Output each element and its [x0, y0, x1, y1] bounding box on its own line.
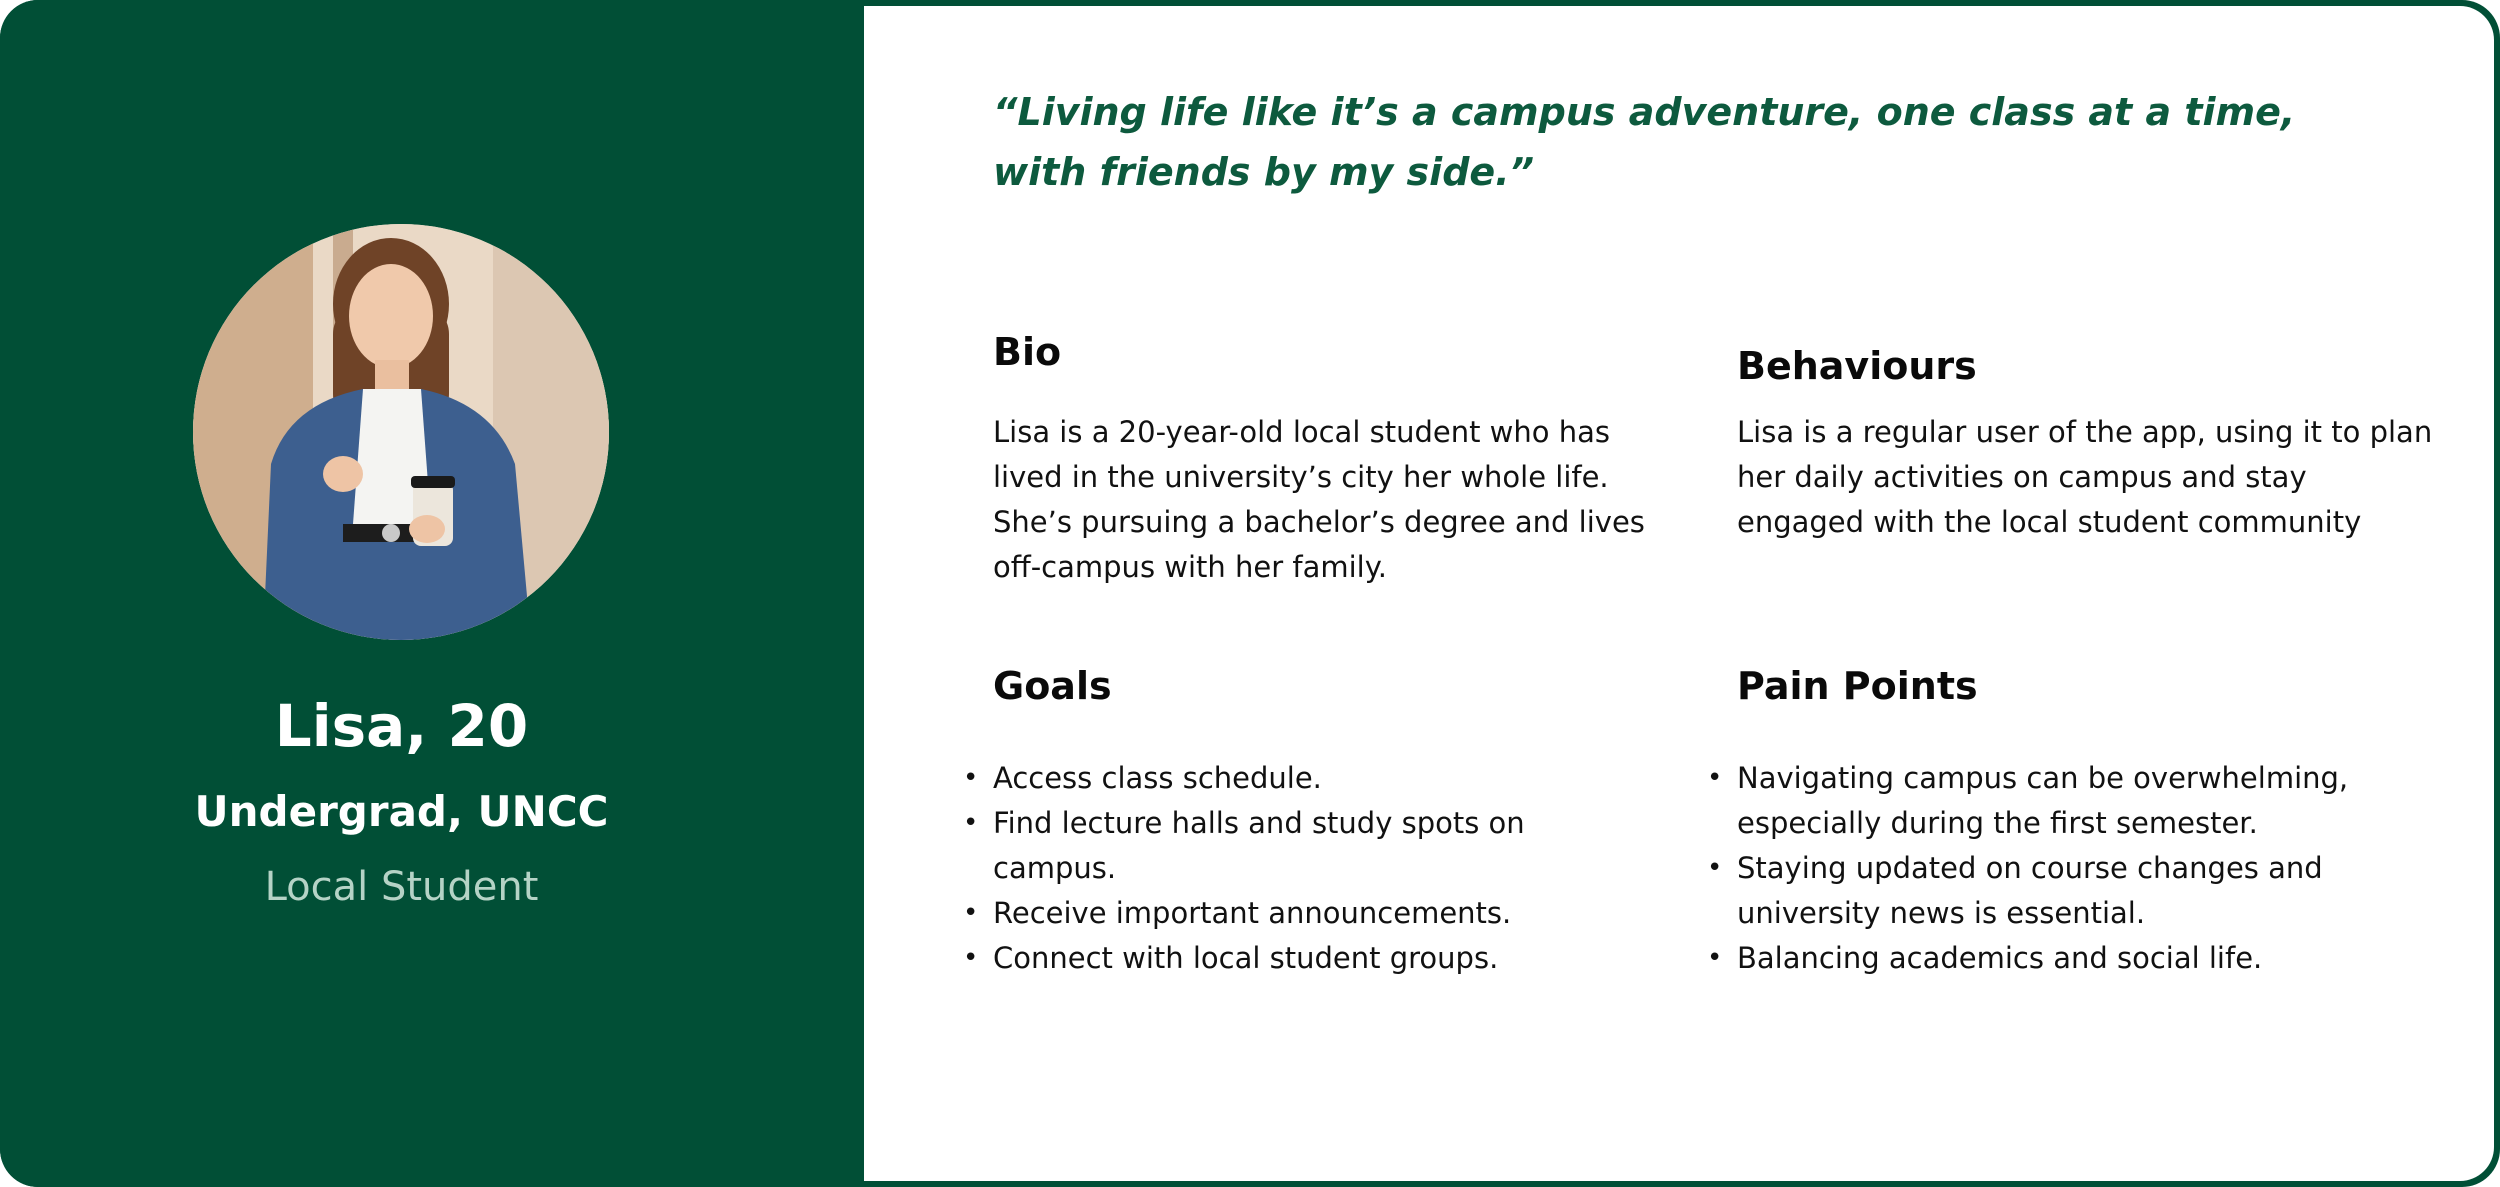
persona-name: Lisa, 20	[274, 692, 529, 760]
persona-quote: “Living life like it’s a campus adventure, one class at a time, with friends by my side.”	[993, 90, 2296, 194]
pain-point-item: • Navigating campus can be overwhelming, especially during the first semester.	[1737, 756, 2437, 846]
pain-point-item: • Balancing academics and social life.	[1737, 936, 2437, 981]
behaviours-text: Lisa is a regular user of the app, using it to plan her daily activities on campus and stay engaged with the local student community	[1737, 415, 2433, 539]
bio-heading: Bio	[993, 330, 1062, 374]
pain-points-list	[1737, 756, 2437, 981]
behaviours-section	[1737, 340, 2437, 545]
goal-item: • Receive important announcements.	[993, 891, 1653, 936]
pain-points-heading: Pain Points	[1737, 664, 1978, 708]
behaviours-heading: Behaviours	[1737, 344, 1977, 388]
goal-item: • Find lecture halls and study spots on campus.	[993, 801, 1653, 891]
avatar	[193, 224, 609, 640]
avatar-photo	[193, 224, 609, 640]
goals-section	[993, 660, 1653, 981]
goal-item: • Connect with local student groups.	[993, 936, 1653, 981]
pain-point-item: • Staying updated on course changes and university news is essential.	[1737, 846, 2437, 936]
bio-section	[993, 326, 1653, 590]
bio-text: Lisa is a 20-year-old local student who has lived in the university’s city her whole life. She’s pursuing a bachelor’s degree and lives off-campus with her family.	[993, 415, 1645, 584]
profile-panel	[0, 0, 864, 1187]
goal-item: • Access class schedule.	[993, 756, 1653, 801]
persona-role: Undergrad, UNCC	[194, 787, 609, 836]
goals-heading: Goals	[993, 664, 1112, 708]
goals-list	[993, 756, 1653, 981]
persona-tag: Local Student	[264, 864, 539, 910]
pain-points-section	[1737, 660, 2437, 981]
